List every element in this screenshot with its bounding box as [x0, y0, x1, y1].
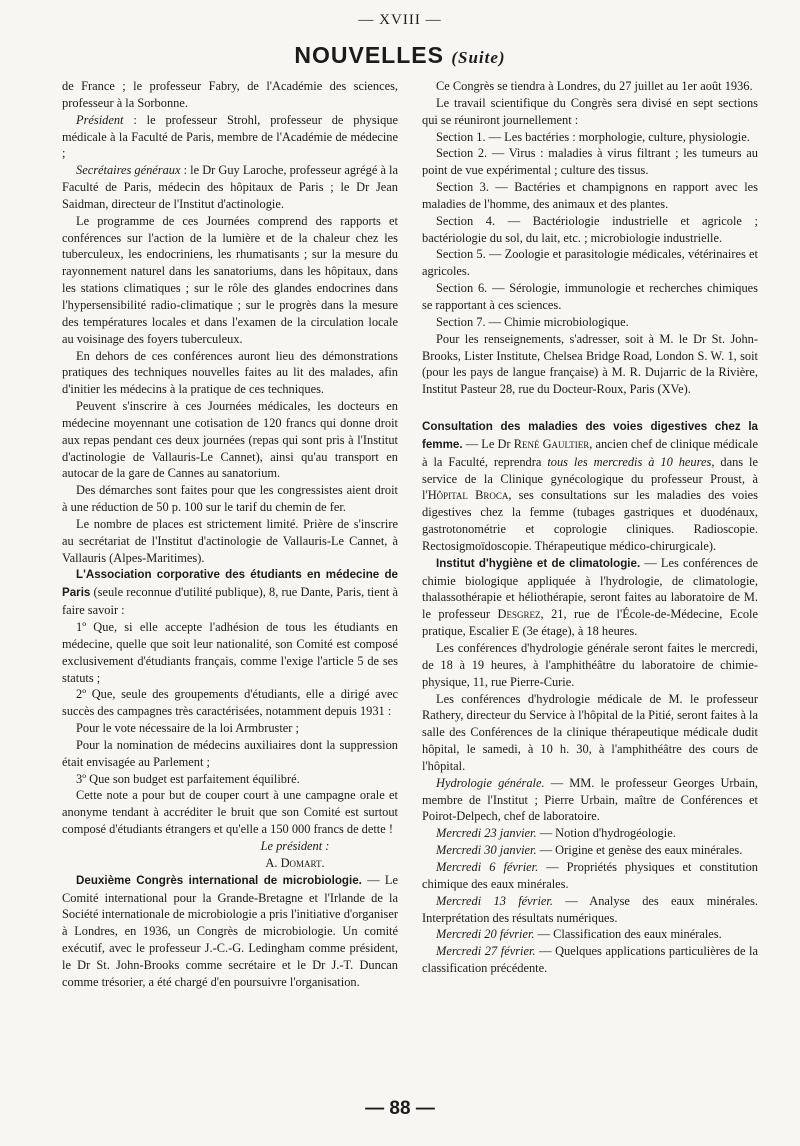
list-item: 3º Que son budget est parfaitement équilibré.	[76, 771, 300, 786]
hydrologie-paragraph	[422, 775, 758, 826]
schedule-topic: — Propriétés physiques et constitution chimique des eaux minérales.	[422, 859, 759, 891]
schedule-topic: — Notion d'hydrogéologie.	[536, 826, 676, 841]
paragraph: Ce Congrès se tiendra à Londres, du 27 juillet au 1er août 1936.	[436, 79, 753, 93]
schedule-date: Mercredi 23 janvier.	[436, 826, 537, 841]
left-column	[62, 78, 398, 991]
consultation-doctor: René Gaultier	[513, 436, 590, 451]
list-item: Pour la nomination de médecins auxiliaires dont la suppression était envisagée au Parlement ;	[62, 737, 398, 769]
institut-heading: Institut d'hygiène et de climatologie.	[436, 556, 641, 570]
section-item: Section 4. — Bactériologie industrielle et agricole ; bactériologie du sol, du lait, etc. ; microbiologie industrielle.	[422, 213, 758, 245]
paragraph: Les conférences d'hydrologie générale seront faites le mercredi, de 18 à 19 heures, à l'amphithéâtre du laboratoire de chimie-physique, 11, rue Pierre-Curie.	[422, 641, 758, 689]
consultation-text-a: — Le Dr	[462, 436, 514, 451]
schedule-item	[422, 943, 758, 977]
title-main: NOUVELLES	[294, 42, 444, 68]
right-column	[422, 78, 758, 977]
association-paragraph	[62, 566, 398, 619]
schedule-date: Mercredi 20 février.	[436, 927, 535, 942]
page-roman-numeral: — XVIII —	[358, 12, 442, 28]
paragraph: Le programme de ces Journées comprend des rapports et conférences sur l'action de la lumière et de la chaleur chez les tuberculeux, les endocriniens, les rhumatisants ; sur la mesure du rayonnement naturel dans les sanatoriums, dans les hôpitaux, dans les stations climatiques ; sur le rôle des glandes endocrines dans l'hypersensibilité radio-climatique ; sur le progrès dans la mesure des températures locales et dans l'examen de la circulation locale au voisinage des foyers tuberculeux.	[62, 213, 398, 346]
secretaires-paragraph	[62, 162, 398, 213]
schedule-topic: — Origine et genèse des eaux minérales.	[536, 843, 743, 858]
page-number: — 88 —	[365, 1098, 435, 1119]
paragraph: Des démarches sont faites pour que les congressistes aient droit à une réduction de 50 p. 100 sur le tarif du chemin de fer.	[62, 483, 398, 515]
signature-name: A. Domart.	[265, 855, 325, 870]
section-gap	[422, 398, 758, 418]
section-item: Section 6. — Sérologie, immunologie et recherches chimiques se rapportant à ces sciences.	[422, 281, 758, 312]
page-title	[0, 42, 800, 69]
hydrologie-text: — MM. le professeur Georges Urbain, membre de l'Institut ; Pierre Urbain, maître de Conférences et Poirot-Delpech, chef de laboratoire.	[422, 775, 758, 824]
congres-heading: Deuxième Congrès international de microbiologie.	[76, 873, 362, 887]
paragraph: Le travail scientifique du Congrès sera divisé en sept sections qui se réuniront journellement :	[422, 95, 758, 127]
association-text: (seule reconnue d'utilité publique), 8, rue Dante, Paris, tient à faire savoir :	[62, 585, 398, 618]
section-item: Section 2. — Virus : maladies à virus filtrant ; les tumeurs au point de vue expérimental ; culture des tissus.	[422, 146, 758, 178]
consultation-paragraph	[422, 418, 758, 555]
institut-paragraph	[422, 555, 758, 640]
schedule-topic: — Classification des eaux minérales.	[534, 927, 722, 942]
congres-paragraph	[62, 872, 398, 991]
president-paragraph	[62, 112, 398, 163]
paragraph: de France ; le professeur Fabry, de l'Académie des sciences, professeur à la Sorbonne.	[62, 79, 398, 110]
schedule-item	[422, 926, 758, 943]
secretaires-label: Secrétaires généraux	[76, 163, 181, 178]
institut-text-a: — Les conférences de chimie biologique appliquée à l'hydrologie, de climatologie, thalassothérapie et héliothérapie, seront faites au laboratoire de M. le professeur	[422, 555, 758, 622]
signature-title: Le président :	[260, 838, 330, 853]
schedule-item	[422, 842, 758, 859]
hydrologie-label: Hydrologie générale.	[436, 775, 545, 790]
section-item: Section 3. — Bactéries et champignons en rapport avec les maladies de l'homme, des animaux et des plantes.	[422, 180, 758, 211]
consultation-text-b: , ancien chef de clinique médicale à la Faculté, reprendra	[422, 436, 758, 469]
consultation-text-c: , dans le service de la Clinique gynécologique du professeur Proust, à l'	[422, 454, 758, 503]
secretaires-text: : le Dr Guy Laroche, professeur agrégé à la Faculté de Paris, médecin des hôpitaux de Paris ; le Dr Jean Saidman, directeur de l'Institut d'actinologie.	[62, 163, 398, 211]
schedule-date: Mercredi 30 janvier.	[436, 843, 537, 858]
section-item: Section 7. — Chimie microbiologique.	[436, 314, 629, 329]
consultation-schedule: tous les mercredis à 10 heures	[547, 454, 712, 469]
institut-text-b: , 21, rue de l'École-de-Médecine, Ecole pratique, Escalier E (3e étage), à 18 heures.	[422, 607, 758, 639]
consultation-text-d: , ses consultations sur les maladies des voies digestives chez la femme (tubages gastriques et duodénaux, gastrotonométrie et coprologie cliniques. Radioscopie. Rectosigmoïdoscopie. Thérapeutique médico-chirurgicale).	[422, 488, 759, 553]
section-item: Section 5. — Zoologie et parasitologie médicales, vétérinaires et agricoles.	[422, 247, 758, 279]
section-item: Section 1. — Les bactéries : morphologie, culture, physiologie.	[436, 129, 750, 144]
president-label: Président	[76, 112, 124, 127]
institut-professor: Desgrez	[497, 607, 541, 622]
president-text: : le professeur Strohl, professeur de physique médicale à la Faculté de Paris, membre de l'Académie de médecine ;	[62, 112, 398, 161]
schedule-item	[422, 859, 758, 893]
list-item: Pour le vote nécessaire de la loi Armbruster ;	[76, 721, 299, 736]
schedule-topic: — Analyse des eaux minérales. Interprétation des résultats numériques.	[422, 893, 758, 925]
congres-text: — Le Comité international pour la Grande-Bretagne et l'Irlande de la Société internationale de microbiologie a pris l'initiative d'organiser à Londres, en 1936, un Congrès de microbiologie. Un comité exécutif, avec le professeur J.-C.-G. Ledingham comme président, le Dr St. John-Brooks comme secrétaire et le Dr J.-T. Duncan comme trésorier, a été chargé d'en poursuivre l'organisation.	[62, 872, 398, 989]
paragraph: Peuvent s'inscrire à ces Journées médicales, les docteurs en médecine moyennant une cotisation de 120 francs qui donne droit aux repas pendant ces deux journées (repas qui sont pris à l'Institut d'actinologie de Vallauris-Le Cannet), ainsi qu'au transport en autocar de la gare de Cannes au sanatorium.	[62, 399, 398, 481]
schedule-date: Mercredi 13 février.	[436, 893, 553, 908]
paragraph: Le nombre de places est strictement limité. Prière de s'inscrire au secrétariat de l'Institut d'actinologie de Vallauris-Le Cannet, à Vallauris (Alpes-Maritimes).	[62, 516, 398, 565]
paragraph: Pour les renseignements, s'adresser, soit à M. le Dr St. John-Brooks, Lister Institute, Chelsea Bridge Road, London S. W. 1, soit (pour les pays de langue française) à M. R. Dujarric de la Rivière, Institut Pasteur 28, rue du Docteur-Roux, Paris (XVe).	[422, 331, 758, 397]
schedule-item	[422, 825, 758, 842]
association-heading: L'Association corporative des étudiants en médecine de Paris	[62, 568, 398, 600]
schedule-item	[422, 893, 758, 927]
paragraph: En dehors de ces conférences auront lieu des démonstrations pratiques des techniques nouvelles faites au lit des malades, afin d'initier les médecins à la pratique de ces techniques.	[62, 348, 398, 397]
paragraph: Cette note a pour but de couper court à une campagne orale et anonyme tendant à accréditer le bruit que son Comité est surtout composé d'étudiants étrangers et qu'elle a 150 000 francs de dette !	[62, 788, 398, 837]
list-item: 1º Que, si elle accepte l'adhésion de tous les étudiants en médecine, quelle que soit leur nationalité, son Comité est composé exclusivement d'étudiants français, comme l'exige l'article 5 de ses statuts ;	[62, 620, 398, 685]
schedule-topic: — Quelques applications particulières de la classification précédente.	[422, 944, 758, 976]
title-suite: (Suite)	[451, 48, 506, 67]
schedule-date: Mercredi 6 février.	[436, 859, 539, 874]
paragraph: Les conférences d'hydrologie médicale de M. le professeur Rathery, directeur du Service à l'hôpital de la Pitié, seront faites à la salle des Conférences de la clinique thérapeutique médicale dudit hôpital, le samedi, à 10 h. 30, à l'amphithéâtre des cours de l'hôpital.	[422, 691, 758, 773]
consultation-heading: Consultation des maladies des voies digestives chez la femme.	[422, 420, 758, 451]
list-item: 2º Que, seule des groupements d'étudiants, elle a dirigé avec succès des campagnes très caractérisées, notamment depuis 1931 :	[62, 687, 398, 719]
schedule-date: Mercredi 27 février.	[436, 944, 536, 959]
consultation-hospital: Hôpital Broca	[427, 488, 509, 503]
